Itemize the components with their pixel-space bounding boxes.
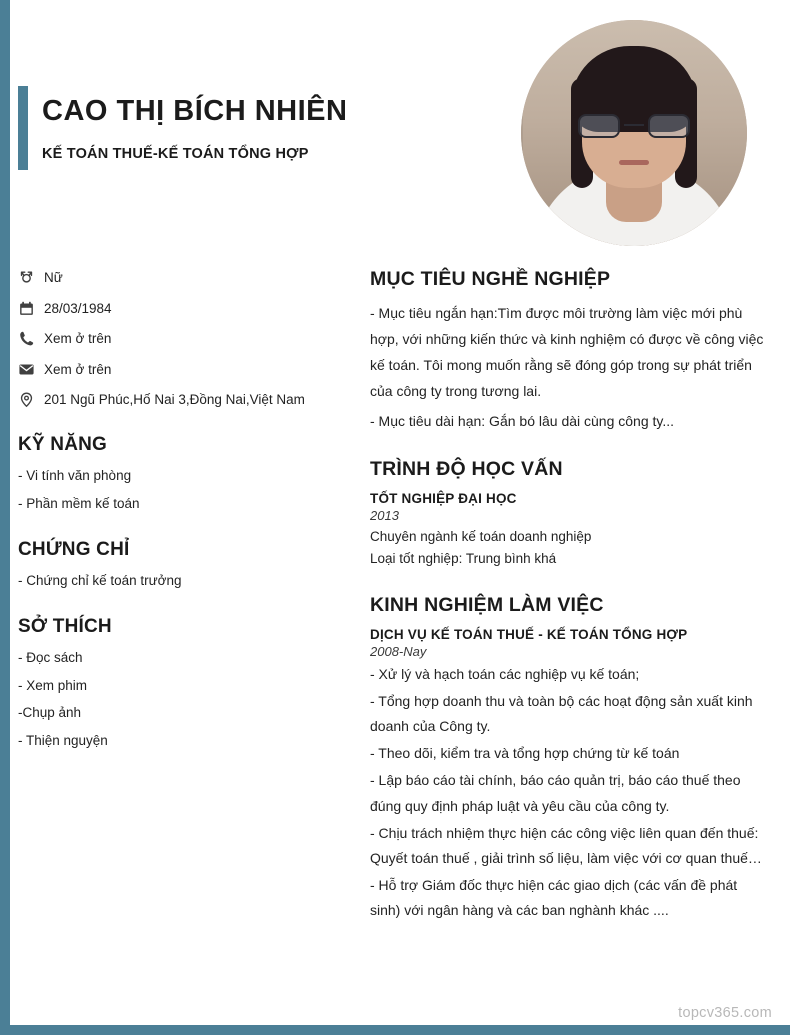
section-heading-skills: KỸ NĂNG [18, 433, 108, 455]
section-heading-experience: KINH NGHIỆM LÀM VIỆC [370, 593, 604, 616]
experience-duty: - Hỗ trợ Giám đốc thực hiện các giao dịch (các vấn đề phát sinh) với ngân hàng và các ban nghành khác .... [370, 877, 738, 919]
interest-item: - Thiện nguyện [18, 733, 108, 749]
location-icon [18, 390, 44, 408]
education-degree: TỐT NGHIỆP ĐẠI HỌC [370, 491, 517, 507]
contact-value-gender: Nữ [44, 270, 63, 285]
interest-item: - Xem phim [18, 677, 88, 693]
bottom-accent-bar [0, 1025, 790, 1035]
contact-value-birthdate: 28/03/1984 [44, 300, 112, 316]
interest-item: - Đọc sách [18, 649, 83, 665]
right-column [370, 268, 765, 926]
experience-duty: - Chịu trách nhiệm thực hiện các công việc liên quan đến thuế: Quyết toán thuế , giải trình số liệu, làm việc với cơ quan thuế… [370, 824, 762, 866]
left-column [18, 268, 338, 759]
glasses-icon [578, 114, 690, 140]
name-accent-bar [18, 86, 28, 170]
objective-paragraph: - Mục tiêu ngắn hạn:Tìm được môi trường làm việc mới phù hợp, với những kiến thức và kinh nghiệm có được về công việc kế toán. Tôi mong muốn rằng sẽ đóng góp trong sự phát triển của công ty trong tương lai. [370, 305, 764, 399]
contact-row-address [18, 390, 338, 410]
avatar-mouth [619, 160, 649, 165]
education-detail: Loại tốt nghiệp: Trung bình khá [370, 551, 557, 567]
contact-value-address: 201 Ngũ Phúc,Hố Nai 3,Đồng Nai,Việt Nam [44, 392, 305, 408]
skill-item: - Vi tính văn phòng [18, 467, 132, 483]
contact-row-birthdate [18, 299, 338, 319]
contact-value-email: Xem ở trên [44, 361, 112, 377]
education-detail: Chuyên ngành kế toán doanh nghiệp [370, 529, 592, 545]
certificate-item: - Chứng chỉ kế toán trưởng [18, 572, 182, 588]
experience-duty: - Lập báo cáo tài chính, báo cáo quản trị, báo cáo thuế theo đúng quy định pháp luật và yêu cầu của công ty. [370, 772, 741, 814]
experience-duty: - Theo dõi, kiểm tra và tổng hợp chứng từ kế toán [370, 745, 680, 762]
phone-icon [18, 329, 44, 347]
section-heading-certificates: CHỨNG CHỈ [18, 538, 130, 560]
education-year: 2013 [370, 508, 399, 524]
experience-duty: - Tổng hợp doanh thu và toàn bộ các hoạt động sản xuất kinh doanh của Công ty. [370, 692, 753, 735]
avatar [521, 20, 747, 246]
watermark: topcv365.com [678, 1005, 772, 1021]
experience-job-title: DỊCH VỤ KẾ TOÁN THUẾ - KẾ TOÁN TỔNG HỢP [370, 626, 688, 642]
section-heading-education: TRÌNH ĐỘ HỌC VẤN [370, 458, 563, 481]
experience-duty: - Xử lý và hạch toán các nghiệp vụ kế toán; [370, 665, 640, 682]
objective-paragraph: - Mục tiêu dài hạn: Gắn bó lâu dài cùng công ty... [370, 412, 675, 429]
contact-value-phone: Xem ở trên [44, 331, 112, 347]
mail-icon [18, 360, 44, 378]
contact-row-phone [18, 329, 338, 349]
skill-item: - Phần mềm kế toán [18, 495, 140, 511]
interest-item: -Chụp ảnh [18, 705, 82, 721]
section-heading-objective: MỤC TIÊU NGHỀ NGHIỆP [370, 268, 611, 290]
cv-header [0, 0, 790, 262]
contact-row-email [18, 360, 338, 380]
contact-row-gender [18, 268, 338, 288]
job-subtitle: KẾ TOÁN THUẾ-KẾ TOÁN TỔNG HỢP [42, 146, 309, 162]
calendar-icon [18, 299, 44, 317]
section-heading-interests: SỞ THÍCH [18, 615, 112, 637]
gender-icon [18, 268, 44, 286]
page-title: CAO THỊ BÍCH NHIÊN [42, 95, 348, 127]
experience-period: 2008-Nay [370, 643, 427, 659]
